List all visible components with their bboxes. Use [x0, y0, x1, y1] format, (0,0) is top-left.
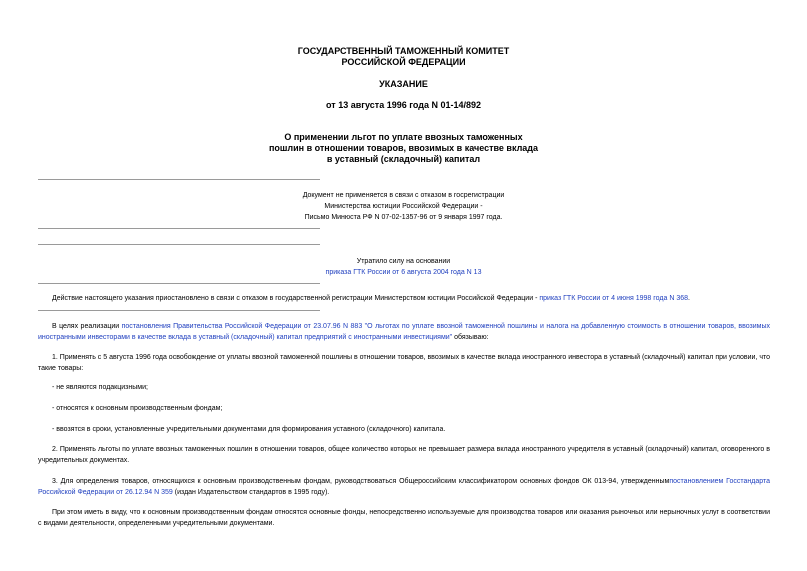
status-note-line1: Документ не применяется в связи с отказом в госрегистрации	[302, 192, 505, 199]
suspension-tail: .	[688, 295, 690, 302]
divider	[38, 228, 320, 229]
suspension-text: Действие настоящего указания приостановлено в связи с отказом в государственной регистрации Министерством юстиции Российской Федерации -	[52, 295, 540, 302]
item-2-text: 2. Применять льготы по уплате ввозных таможенных пошлин в отношении товаров, общее количество которых не превышает размера вклада иностранного учредителя в уставный (складочный) капитал, оговоренного в учредительных документах.	[38, 446, 770, 464]
doc-date-number: от 13 августа 1996 года N 01-14/892	[326, 100, 481, 110]
status-note-line3: Письмо Минюста РФ N 07-02-1357-96 от 9 января 1997 года.	[304, 214, 503, 221]
expired-note	[0, 256, 807, 278]
doc-title	[0, 132, 807, 165]
paragraph-item-2	[38, 444, 770, 466]
status-note-line2: Министерства юстиции Российской Федерации -	[324, 203, 483, 210]
paragraph-item-1	[38, 352, 770, 374]
divider	[38, 179, 320, 180]
gosstandart-decree-link[interactable]: постановлением Госстандарта Российской Федерации от 26.12.94 N 359	[38, 478, 771, 496]
note-text: При этом иметь в виду, что к основным производственным фондам относятся основные фонды, непосредственно используемые для производства товаров или оказания рыночных или нерыночных услуг в соответствии с видами деятельности, определенными учредительными документами.	[38, 509, 770, 527]
government-decree-link[interactable]: постановления Правительства Российской Федерации от 23.07.96 N 883 "О льготах по уплате ввозной таможенной пошлины и налога на добавленную стоимость в отношении товаров, ввозимых иностранными инвесторами в качестве вклада в уставный (складочный) капитал предприятий с иностранными инвестициями"	[38, 323, 770, 341]
preamble-post: обязываю:	[452, 334, 489, 341]
paragraph-condition-1	[38, 382, 770, 393]
org-name-line1: ГОСУДАРСТВЕННЫЙ ТАМОЖЕННЫЙ КОМИТЕТ	[297, 46, 510, 56]
divider	[38, 244, 320, 245]
doc-title-line1: О применении льгот по уплате ввозных таможенных	[284, 132, 523, 142]
item-3-pre: 3. Для определения товаров, относящихся к основным производственным фондам, руководствоваться Общероссийским классификатором основных фондов ОК 013-94, утвержденным	[52, 478, 670, 485]
org-name	[0, 46, 807, 68]
expired-order-link[interactable]: приказа ГТК России от 6 августа 2004 года N 13	[325, 269, 482, 276]
suspension-notice	[38, 293, 770, 304]
divider	[38, 310, 320, 311]
paragraph-condition-3	[38, 424, 770, 435]
preamble-pre: В целях реализации	[52, 323, 122, 330]
doc-type: УКАЗАНИЕ	[379, 79, 428, 89]
expired-note-line1: Утратило силу на основании	[356, 258, 451, 265]
doc-title-line2: пошлин в отношении товаров, ввозимых в качестве вклада	[268, 143, 539, 153]
paragraph-item-3	[38, 476, 770, 498]
status-note	[0, 190, 807, 223]
item-3-post: (издан Издательством стандартов в 1995 году).	[172, 489, 330, 496]
condition-3-text: - ввозятся в сроки, установленные учредительными документами для формирования уставного (складочного) капитала.	[52, 426, 446, 433]
condition-1-text: - не являются подакцизными;	[52, 384, 148, 391]
paragraph-note	[38, 507, 770, 529]
doc-title-line3: в уставный (складочный) капитал	[326, 154, 481, 164]
paragraph-preamble	[38, 321, 770, 343]
org-name-line2: РОССИЙСКОЙ ФЕДЕРАЦИИ	[341, 57, 466, 67]
item-1-text: 1. Применять с 5 августа 1996 года освобождение от уплаты ввозной таможенной пошлины в отношении товаров, ввозимых в качестве вклада иностранного инвестора в уставный (складочный) капитал при условии, что такие товары:	[38, 354, 770, 372]
suspension-order-link[interactable]: приказ ГТК России от 4 июня 1998 года N 368	[539, 295, 688, 302]
paragraph-condition-2	[38, 403, 770, 414]
divider	[38, 283, 320, 284]
condition-2-text: - относятся к основным производственным фондам;	[52, 405, 223, 412]
